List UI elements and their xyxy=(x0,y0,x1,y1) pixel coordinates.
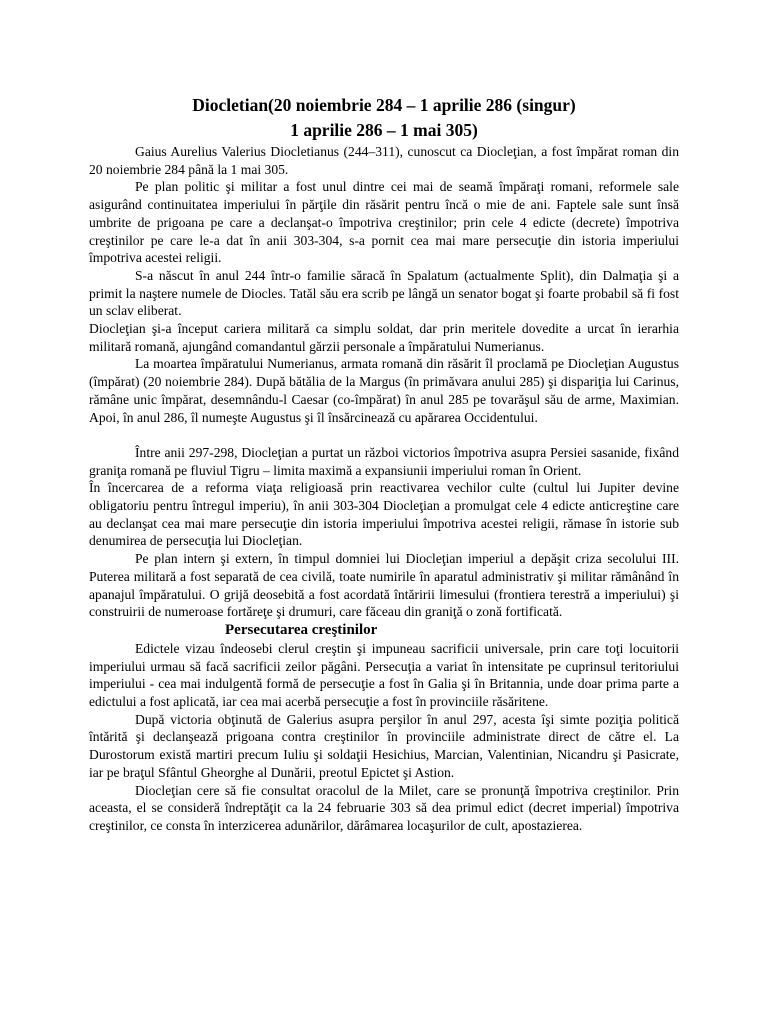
paragraph-oracle: Diocleţian cere să fie consultat oracolul de la Milet, care se pronunţă împotriva creştinilor. Prin aceasta, el se consideră îndreptăţit ca la 24 februarie 303 să dea primul edict (decret imperial) împotriva creştinilor, ce consta în interzicerea adunărilor, dărâmarea locaşurilor de cult, apostazierea. xyxy=(89,782,679,833)
paragraph-military-career: Diocleţian şi-a început cariera militară ca simplu soldat, dar prin meritele dovedite a urcat în ierarhia militară romană, ajungând comandantul gărzii personale a împăratului Numerianus. xyxy=(89,321,679,354)
paragraph-galerius: După victoria obţinută de Galerius asupra perşilor în anul 297, acesta îşi simte poziţia politică întărită şi declanşează prigoana contra creştinilor în provinciile administrate direct de către el. La Durostorum există martiri precum Iuliu şi soldaţii Hesichius, Marcian, Valentinian, Nicandru şi Pasicrate, iar pe braţul Sfântul Gheorghe al Dunării, preotul Epictet şi Astion. xyxy=(89,711,679,780)
paragraph-persian-war: Între anii 297-298, Diocleţian a purtat un război victorios împotriva asupra Persiei sasanide, fixând graniţa romană pe fluviul Tigru – limita maximă a expansiunii imperiului roman în Orient. xyxy=(89,444,679,478)
document-page xyxy=(89,93,679,835)
paragraph-spacer xyxy=(89,426,679,444)
paragraph-birth: S-a născut în anul 244 într-o familie săracă în Spalatum (actualmente Split), din Dalmaţia şi a primit la naştere numele de Diocles. Tatăl său era scrib pe lângă un senator bogat şi foarte probabil să fi fost un sclav eliberat. xyxy=(89,267,679,319)
document-title-line-1: Diocletian(20 noiembrie 284 – 1 aprilie 286 (singur) xyxy=(192,95,576,115)
paragraph-intro-name: Gaius Aurelius Valerius Diocletianus (244–311), cunoscut ca Diocleţian, a fost împărat roman din 20 noiembrie 284 până la 1 mai 305. xyxy=(89,144,679,177)
paragraph-proclamation: La moartea împăratului Numerianus, armata romană din răsărit îl proclamă pe Diocleţian Augustus (împărat) (20 noiembrie 284). După bătălia de la Margus (în primăvara anului 285) şi dispariţia lui Carinus, rămâne unic împărat, desemnându-l Caesar (co-împărat) în anul 285 pe tovarăşul său de arme, Maximian. Apoi, în anul 286, îl numeşte Augustus şi îl însărcinează cu apărarea Occidentului. xyxy=(89,356,679,425)
section-heading-persecution: Persecutarea creştinilor xyxy=(225,621,378,638)
paragraph-religious-reform: În încercarea de a reforma viaţa religioasă prin reactivarea vechilor culte (cultul lui Jupiter devine obligatoriu pentru întregul imperiu), în anii 303-304 Diocleţian a promulgat cele 4 edicte anticreştine care au declanşat cea mai mare persecuţie din istoria imperiului împotriva acestei religii, rămase în istorie sub denumirea de persecuţia lui Diocleţian. xyxy=(89,480,679,549)
paragraph-edicts: Edictele vizau îndeosebi clerul creştin şi impuneau sacrificii universale, prin care toţi locuitorii imperiului urmau să facă sacrificii zeilor păgâni. Persecuţia a variat în intensitate pe cuprinsul teritoriului imperiului - cea mai indulgentă formă de persecuţie a fost în Galia şi în Britannia, unde doar prima parte a edictului a fost aplicată, iar cea mai acerbă persecuţie a fost în provinciile răsăritene. xyxy=(89,640,679,710)
paragraph-internal-policy: Pe plan intern şi extern, în timpul domniei lui Diocleţian imperiul a depăşit criza secolului III. Puterea militară a fost separată de cea civilă, toate numirile în aparatul administrativ şi militar rămânând în apanajul împăratului. O grijă deosebită a fost acordată întăririi limesului (frontiera terestră a imperiului) şi construirii de numeroase fortăreţe şi drumuri, care făceau din graniţă o zonă fortificată. xyxy=(89,551,679,620)
document-title-line-2: 1 aprilie 286 – 1 mai 305) xyxy=(290,120,478,140)
paragraph-political-military: Pe plan politic şi militar a fost unul dintre cei mai de seamă împăraţi romani, reformele sale asigurând continuitatea imperiului în părţile din răsărit pentru încă o mie de ani. Faptele sale sunt însă umbrite de prigoana pe care a declanşat-o împotriva creştinilor; prin cele 4 edicte (decrete) împotriva creştinilor pe care le-a dat în anii 303-304, s-a pornit cea mai mare persecuţie din istoria imperiului împotriva acestei religii. xyxy=(89,179,679,266)
